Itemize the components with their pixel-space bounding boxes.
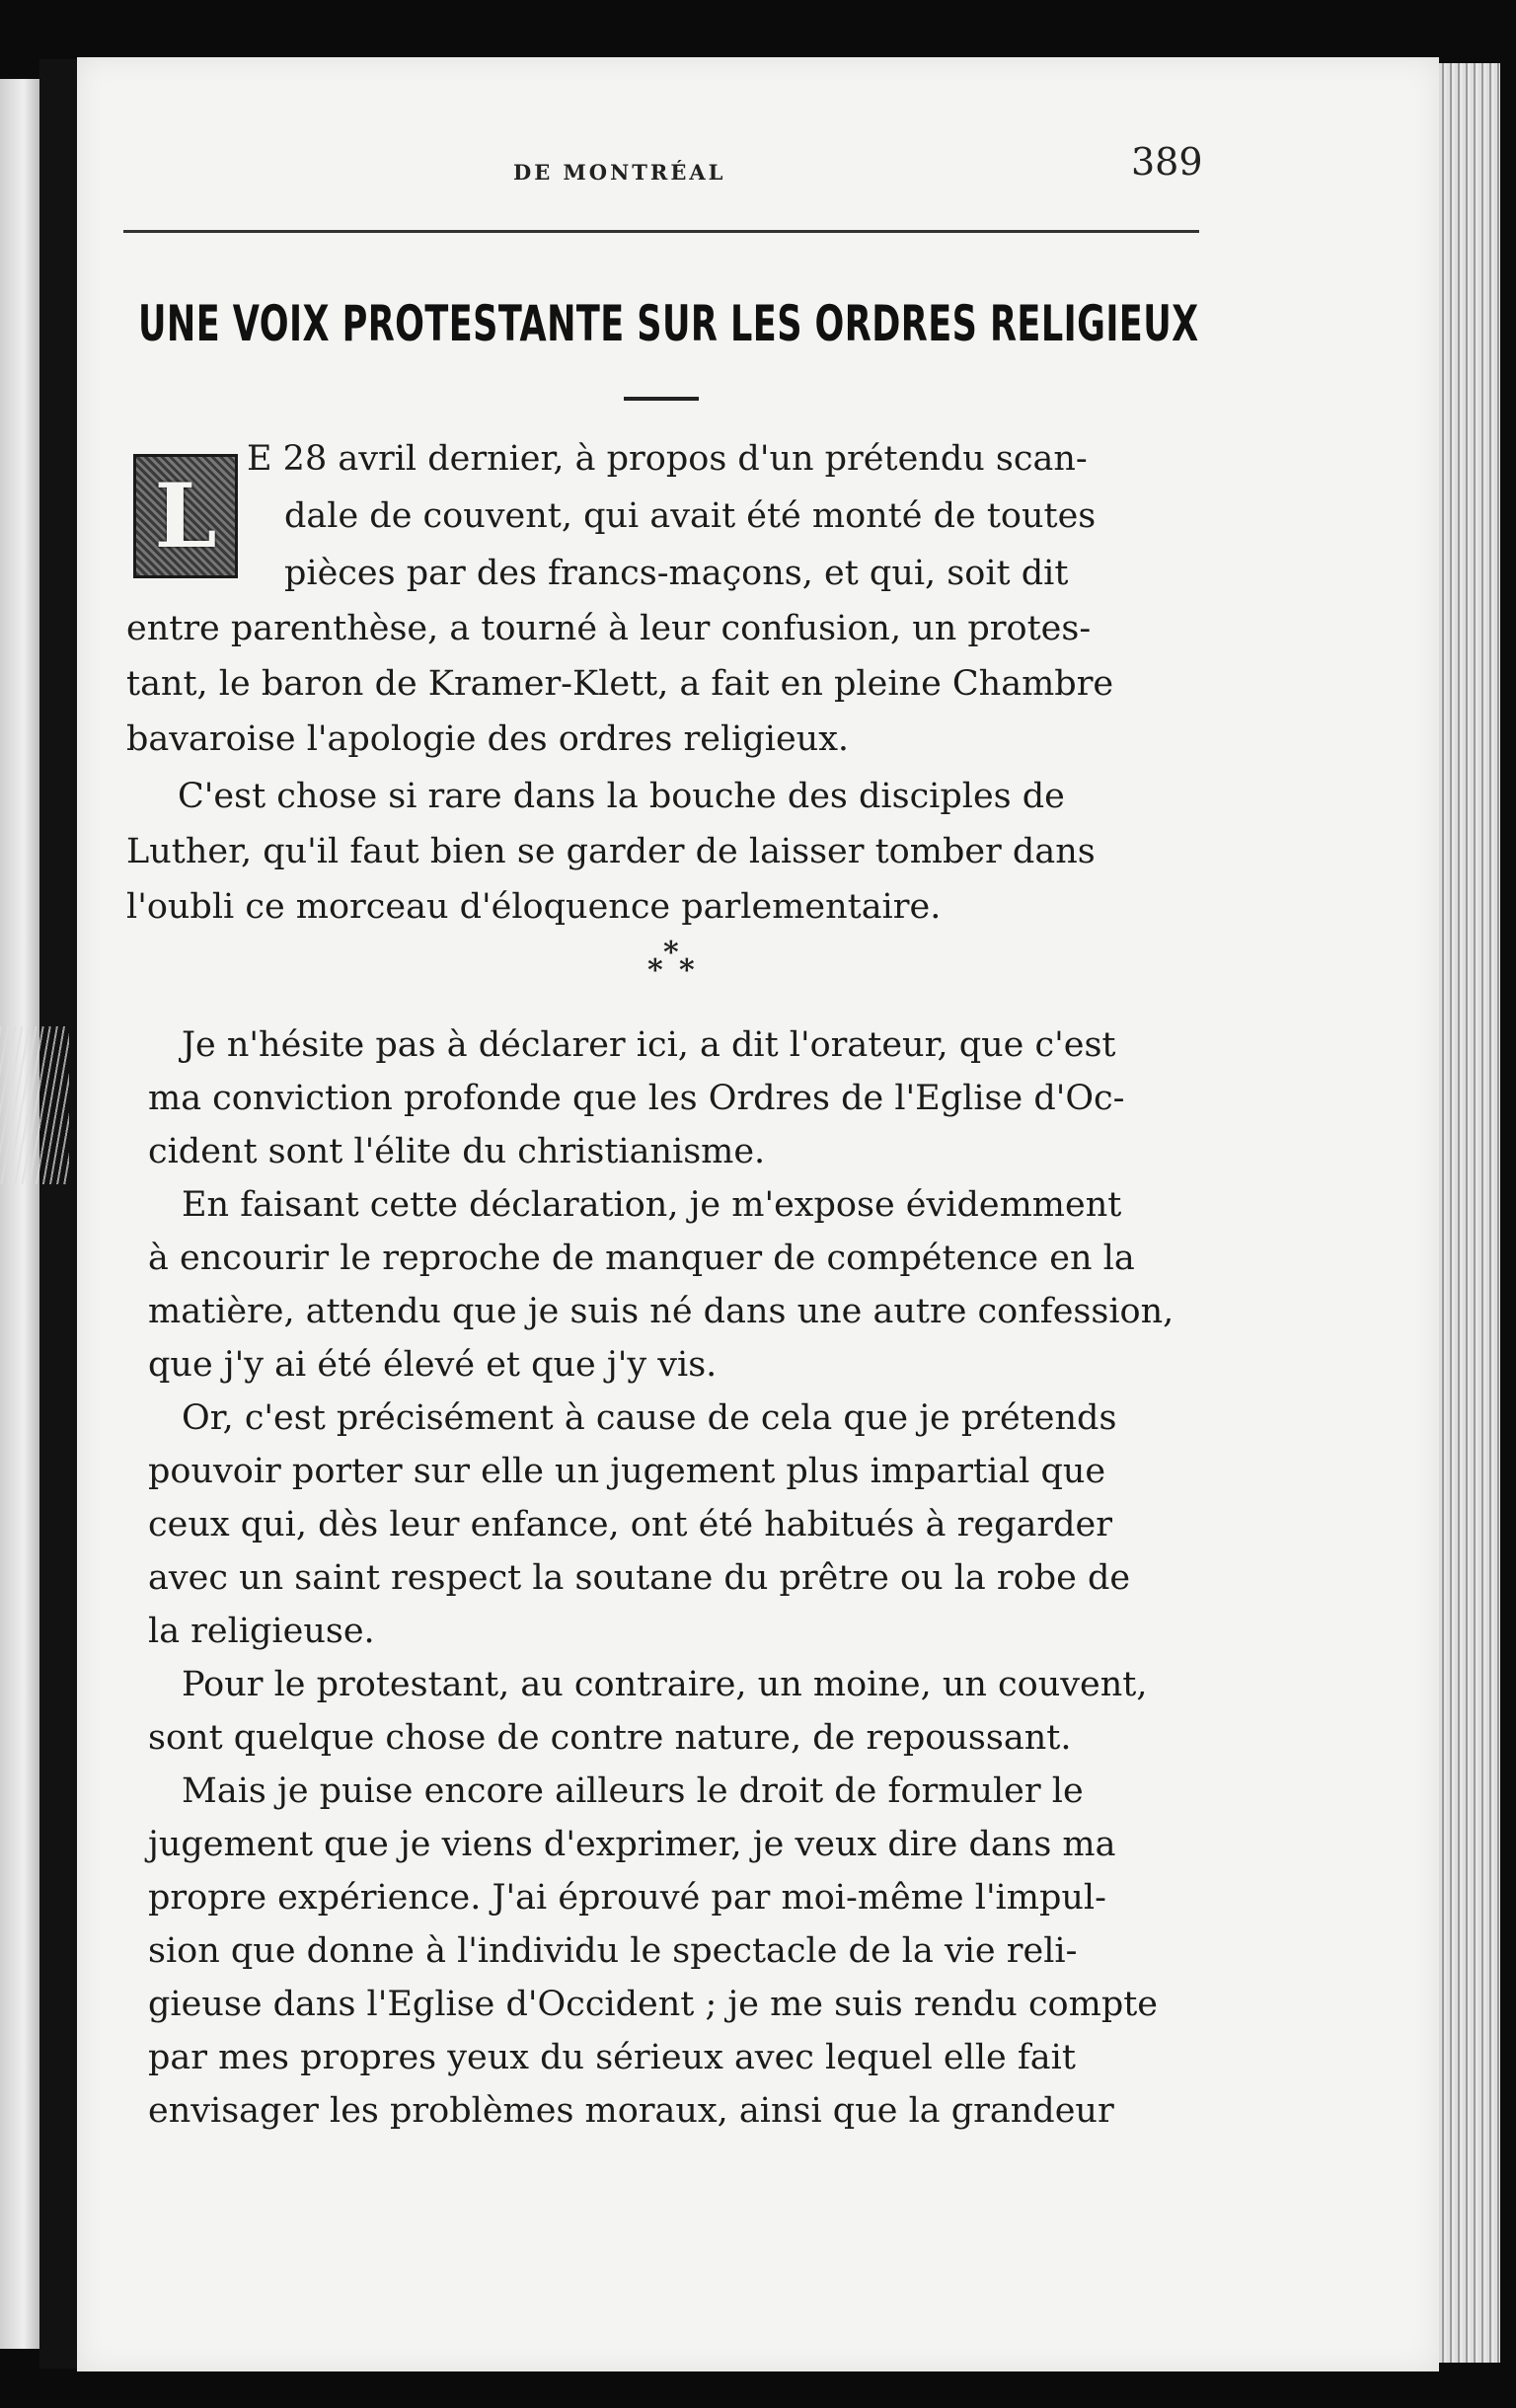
text-line: Je n'hésite pas à déclarer ici, a dit l'orateur, que c'est xyxy=(182,1025,1116,1065)
text-line: à encourir le reproche de manquer de compétence en la xyxy=(148,1239,1135,1278)
text-line: sont quelque chose de contre nature, de repoussant. xyxy=(148,1718,1072,1758)
text-line: Or, c'est précisément à cause de cela que je prétends xyxy=(182,1398,1117,1438)
text-line: dale de couvent, qui avait été monté de toutes xyxy=(284,496,1097,536)
drop-cap-ornament xyxy=(133,454,238,578)
asterism-star-top: * xyxy=(663,936,679,970)
bookmark-ribbon xyxy=(0,1026,69,1184)
text-line: tant, le baron de Kramer-Klett, a fait en pleine Chambre xyxy=(126,664,1114,704)
text-line: bavaroise l'apologie des ordres religieux. xyxy=(126,719,850,759)
text-line: Pour le protestant, au contraire, un moine, un couvent, xyxy=(182,1665,1148,1704)
text-line: ma conviction profonde que les Ordres de l'Eglise d'Oc- xyxy=(148,1079,1125,1118)
drop-cap-letter: L xyxy=(154,464,217,568)
article-title: UNE VOIX PROTESTANTE SUR LES ORDRES RELIGIEUX xyxy=(138,296,1199,353)
text-line: envisager les problèmes moraux, ainsi que la grandeur xyxy=(148,2091,1114,2131)
text-line: entre parenthèse, a tourné à leur confusion, un protes- xyxy=(126,609,1092,648)
text-line: pouvoir porter sur elle un jugement plus impartial que xyxy=(148,1452,1106,1491)
text-line: En faisant cette déclaration, je m'expose évidemment xyxy=(182,1185,1122,1225)
text-line: avec un saint respect la soutane du prêtre ou la robe de xyxy=(148,1558,1131,1598)
text-line: Mais je puise encore ailleurs le droit de formuler le xyxy=(182,1771,1084,1811)
text-line: pièces par des francs-maçons, et qui, soit dit xyxy=(284,554,1069,593)
header-rule xyxy=(123,230,1199,233)
text-line: matière, attendu que je suis né dans une autre confession, xyxy=(148,1292,1175,1331)
text-line: C'est chose si rare dans la bouche des disciples de xyxy=(178,777,1065,816)
section-asterism xyxy=(642,936,701,995)
asterism-star-right: * xyxy=(679,953,695,988)
title-rule xyxy=(624,397,699,401)
facing-page-edge xyxy=(0,79,39,2349)
page-stack-edge xyxy=(1431,63,1500,2363)
text-line: cident sont l'élite du christianisme. xyxy=(148,1132,766,1171)
text-line: l'oubli ce morceau d'éloquence parlementaire. xyxy=(126,887,942,927)
text-line: E 28 avril dernier, à propos d'un prétendu scan- xyxy=(247,439,1088,479)
book-gutter xyxy=(39,59,77,2369)
text-line: gieuse dans l'Eglise d'Occident ; je me suis rendu compte xyxy=(148,1985,1158,2024)
asterism-star-left: * xyxy=(647,953,663,988)
text-line: ceux qui, dès leur enfance, ont été habitués à regarder xyxy=(148,1505,1112,1544)
text-line: propre expérience. J'ai éprouvé par moi-même l'impul- xyxy=(148,1878,1106,1918)
running-head: DE MONTRÉAL xyxy=(513,160,726,185)
text-line: jugement que je viens d'exprimer, je veux dire dans ma xyxy=(148,1825,1116,1864)
text-line: par mes propres yeux du sérieux avec lequel elle fait xyxy=(148,2038,1076,2077)
text-line: sion que donne à l'individu le spectacle de la vie reli- xyxy=(148,1931,1078,1971)
text-line: que j'y ai été élevé et que j'y vis. xyxy=(148,1345,718,1385)
text-line: la religieuse. xyxy=(148,1612,375,1651)
text-line: Luther, qu'il faut bien se garder de laisser tomber dans xyxy=(126,832,1096,871)
page-number: 389 xyxy=(1131,140,1203,184)
